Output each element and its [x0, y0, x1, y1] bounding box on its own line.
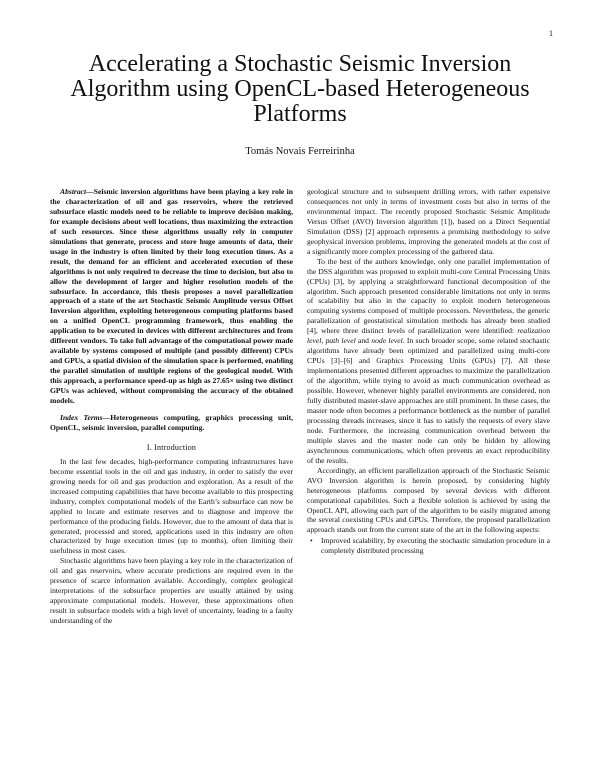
- right-paragraph-3: Accordingly, an efficient parallelization approach of the Stochastic Seismic AVO Inversion algorithm is herein proposed, by considering highly heterogeneous platforms composed by several devices with different computational capabilities. Such a flexible solution is achieved by using the OpenCL API, allowing each part of the algorithm to be easily migrated among the several coexisting CPUs and GPUs. Therefore, the proposed parallelization approach stands out from the current state of the art in the following aspects:: [307, 465, 550, 535]
- index-terms-text: Heterogeneous computing, graphics processing unit, OpenCL, seismic inversion, parallel computing.: [50, 412, 293, 432]
- right-paragraph-1: geological structure and to subsequent drilling errors, with rather expensive consequences not only in terms of investment costs but also in terms of the environmental impact. The recently proposed Stochastic Seismic Amplitude Versus Offset (AVO) Inversion algorithm [1]), based on a Direct Sequential Simulation (DSS) [2] approach represents a promising methodology to solve geophysical inversion problems, improving the generated models at the cost of a significantly more complex processing of the gathered data.: [307, 187, 550, 256]
- realization-level-term: realization level: [307, 326, 550, 346]
- right-paragraph-2: [307, 257, 550, 466]
- aspect-text: Improved scalability, by executing the stochastic simulation procedure in a completely distributed processing: [321, 536, 550, 556]
- abstract: [50, 187, 293, 406]
- index-terms-heading: Index Terms: [60, 412, 103, 422]
- abstract-dash: —: [86, 187, 94, 196]
- list-item: [310, 536, 550, 556]
- bullet-icon: •: [310, 536, 313, 546]
- page-number: 1: [549, 29, 553, 38]
- aspects-list: [307, 536, 550, 556]
- right-p2-part2: . In such broader scope, some related stochastic algorithms have already been optimized and parallelized using multi-core CPUs [3]–[6] and Graphics Processing Units (GPUs) [7]. All these implementations presented different approaches to maximize the parallelization of the algorithm, while trying to avoid as much communication overhead as possible. However, whenever highly parallel environments are considered, non fully distributed master-slave approaches are still prominent. In these cases, the master node often becomes a performance bottleneck as the number of parallel processing threads increases, since it has to satisfy the requests of every slave node. Furthermore, the increasing communication overhead between the multiple slaves and the master node can only be hidden by allowing asynchronous communications, which often prevents an exact reproducibility of the results.: [307, 336, 551, 465]
- node-level-term: node level: [371, 336, 403, 346]
- intro-paragraph-2: Stochastic algorithms have been playing a key role in the characterization of oil and gas reservoirs, where accurate predictions are required even in the presence of scarce information available. Accordingly, complex geological interpretations of the subsurface properties are usually attained by using approximate computational models. However, these approximations often result in subsurface models with a high level of uncertainty, leading to a faulty understanding of the: [50, 556, 293, 626]
- intro-paragraph-1: In the last few decades, high-performance computing infrastructures have become essential tools in the oil and gas industry, in order to satisfy the ever growing needs for oil and gas production and exploration. As a result of the increased computing capabilities that have become available to this prospecting industry, complex computational models of the Earth’s subsurface can now be applied to locate and estimate reserves and to diagnose and improve the performance of the producing fields. However, due to the amount of data that is generated, processed and stored, applications used in this industry are often characterized by huge execution times (up to months), often limiting their usefulness in most cases.: [50, 456, 293, 556]
- right-p2-sep1: ,: [321, 336, 326, 346]
- index-terms-dash: —: [102, 412, 111, 422]
- right-p2-sep2: and: [355, 336, 372, 346]
- index-terms: [50, 413, 293, 433]
- author-name: Tomás Novais Ferreirinha: [245, 146, 355, 157]
- paper-title: Accelerating a Stochastic Seismic Inversion Algorithm using OpenCL-based Heterogeneous Platforms: [70, 51, 530, 127]
- abstract-text: Seismic inversion algorithms have been playing a key role in the characterization of oil and gas reservoirs, where the retrieved subsurface elastic models need to be reliable to improve decision making, for example decisions about well locations, thus maximizing the extraction of such resources. Since these algorithms usually rely in computer simulations that generate, process and store huge amounts of data, their usage in the industry is often limited by their long execution times. As a result, the demand for an efficient and accelerated execution of these algorithms is not only required to decrease the time to decision, but also to allow the development of larger and higher resolution models of the subsurface. In accordance, this thesis proposes a novel parallelization approach of a state of the art Stochastic Seismic Amplitude versus Offset Inversion algorithm, exploiting heterogeneous computing platforms based on a unified OpenCL programming framework, thus enabling the application to be executed in devices with different architectures and from different vendors. To take full advantage of the computational power made available by systems composed of multiple (and possibly different) CPUs and GPUs, a spatial division of the simulation space is performed, enabling the parallel simulation of multiple regions of the geological model. With this approach, a performance speed-up as high as 27.65× using two distinct GPUs was achieved, without compromising the accuracy of the obtained models.: [50, 187, 293, 406]
- section-heading-introduction: I. Introduction: [146, 442, 197, 452]
- path-level-term: path level: [325, 336, 356, 346]
- right-column: [307, 187, 550, 556]
- abstract-heading: Abstract: [60, 187, 87, 196]
- left-column: [50, 187, 293, 626]
- right-p2-part1: To the best of the authors knowledge, only one parallel implementation of the DSS algorithm was proposed to exploit multi-core Central Processing Units (CPUs) [3], by applying a straightforward functional decomposition of the algorithm. Such approach presented considerable limitations not only in terms of scalability but also in the capacity to exploit modern heterogeneous computing systems composed of multiple processors. Nevertheless, the generic parallelization of geostatistical simulation methods has already been studied [4], where three distinct levels of parallelization were identified:: [307, 256, 550, 336]
